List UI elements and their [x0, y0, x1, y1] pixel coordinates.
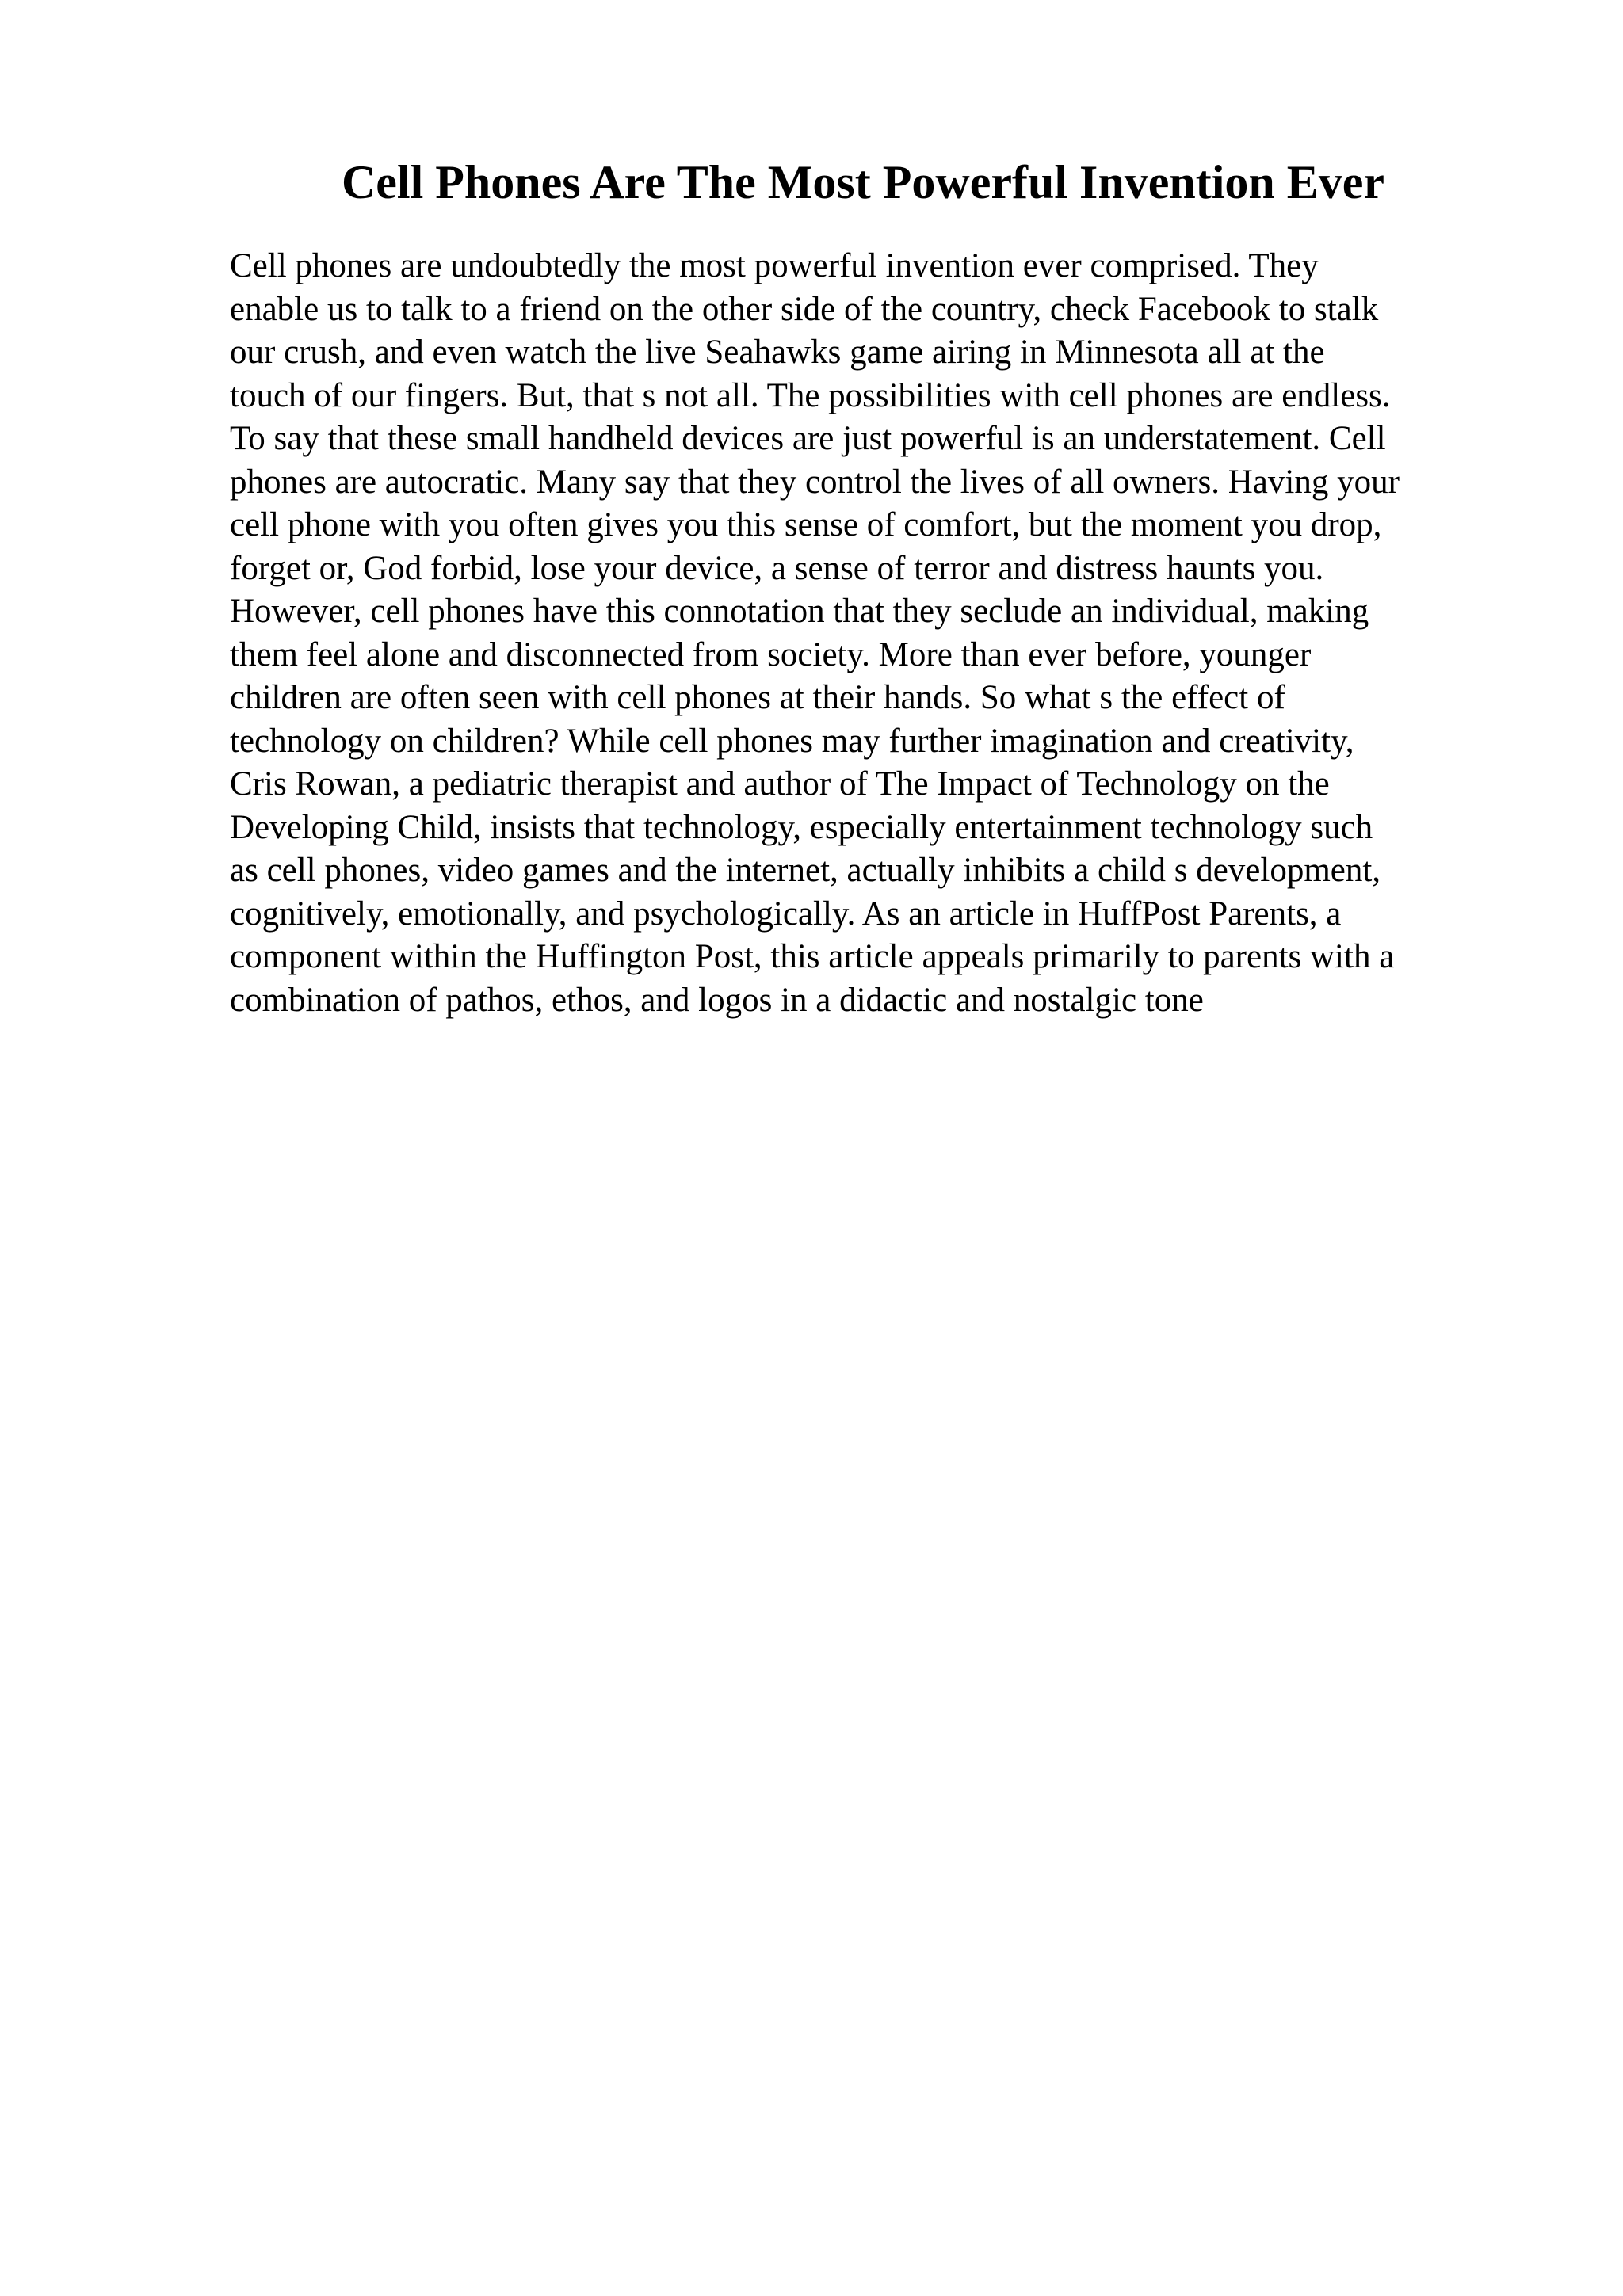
body-line: Developing Child, insists that technology, especially entertainment technology such — [230, 808, 1373, 846]
body-line: touch of our fingers. But, that s not all. The possibilities with cell phones are endless. — [230, 376, 1391, 414]
body-line: enable us to talk to a friend on the other side of the country, check Facebook to stalk — [230, 290, 1379, 328]
document-title: Cell Phones Are The Most Powerful Invention Ever — [341, 156, 1385, 208]
body-line: phones are autocratic. Many say that they control the lives of all owners. Having your — [230, 463, 1400, 501]
body-line: as cell phones, video games and the internet, actually inhibits a child s development, — [230, 852, 1381, 889]
body-line: To say that these small handheld devices are just powerful is an understatement. Cell — [230, 420, 1386, 457]
body-line: technology on children? While cell phones may further imagination and creativity, — [230, 722, 1354, 760]
body-line: Cell phones are undoubtedly the most powerful invention ever comprised. They — [230, 247, 1319, 284]
body-line: combination of pathos, ethos, and logos in a didactic and nostalgic tone — [230, 981, 1204, 1019]
body-line: However, cell phones have this connotation that they seclude an individual, making — [230, 593, 1369, 630]
body-line: Cris Rowan, a pediatric therapist and author of The Impact of Technology on the — [230, 765, 1330, 803]
document-body — [230, 245, 1506, 1022]
body-line: children are often seen with cell phones at their hands. So what s the effect of — [230, 679, 1285, 716]
body-line: cognitively, emotionally, and psychologically. As an article in HuffPost Parents, a — [230, 894, 1342, 933]
body-line: them feel alone and disconnected from society. More than ever before, younger — [230, 635, 1312, 673]
body-line: our crush, and even watch the live Seahawks game airing in Minnesota all at the — [230, 334, 1325, 371]
body-line: forget or, God forbid, lose your device, a sense of terror and distress haunts you. — [230, 549, 1324, 587]
body-line: cell phone with you often gives you this sense of comfort, but the moment you drop, — [230, 506, 1382, 543]
body-line: component within the Huffington Post, this article appeals primarily to parents with a — [230, 938, 1395, 975]
